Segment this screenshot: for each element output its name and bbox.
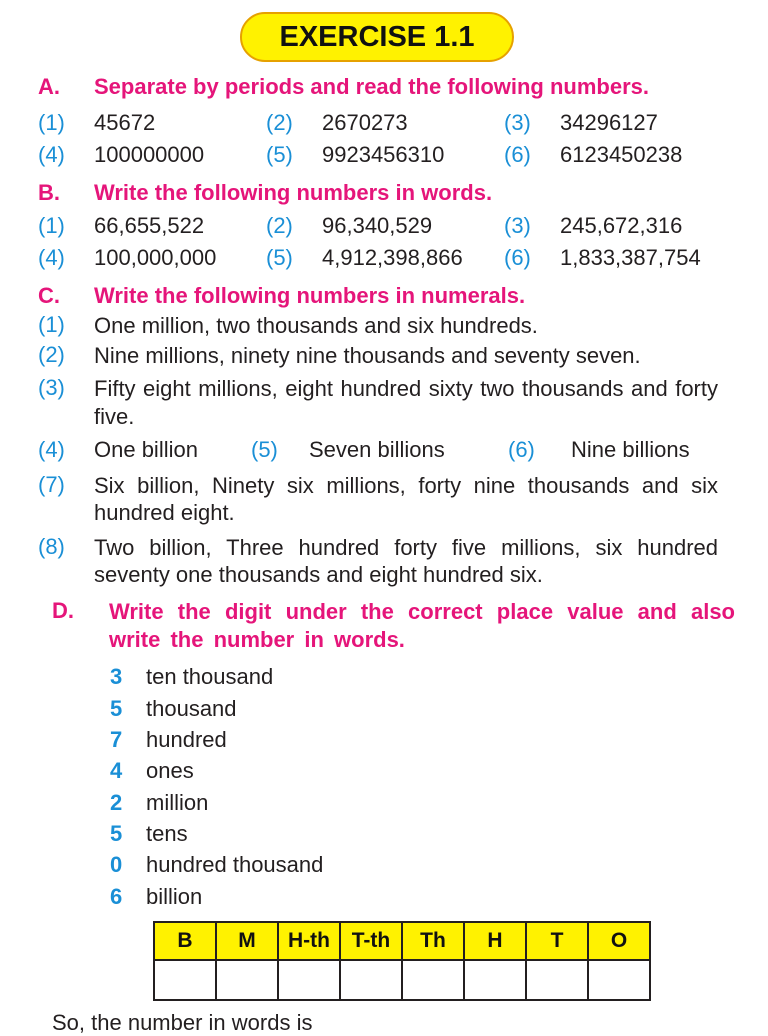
item-number: (5) xyxy=(266,142,293,167)
digit: 3 xyxy=(110,664,123,689)
item-value: 6123450238 xyxy=(560,142,683,167)
header-tens: T xyxy=(526,922,588,960)
section-letter: A. xyxy=(38,74,60,99)
answer-cell[interactable] xyxy=(588,960,650,1000)
item-text: One million, two thousands and six hundreds. xyxy=(94,313,538,338)
digit: 5 xyxy=(110,696,123,721)
item-number: (7) xyxy=(38,472,65,497)
answer-cell[interactable] xyxy=(402,960,464,1000)
header-millions: M xyxy=(216,922,278,960)
item-number: (6) xyxy=(504,142,531,167)
digit: 2 xyxy=(110,790,123,815)
answer-prompt: So, the number in words is xyxy=(52,1010,313,1035)
place-value: hundred thousand xyxy=(146,852,324,877)
item-value: 34296127 xyxy=(560,110,658,135)
answer-cell[interactable] xyxy=(278,960,340,1000)
place-value-table xyxy=(153,921,651,1001)
header-hundreds: H xyxy=(464,922,526,960)
place-value: tens xyxy=(146,821,188,846)
item-number: (5) xyxy=(266,245,293,270)
item-number: (4) xyxy=(38,437,65,462)
exercise-title: EXERCISE 1.1 xyxy=(240,12,514,62)
answer-row xyxy=(154,960,650,1000)
item-value: Seven billions xyxy=(309,437,445,462)
item-number: (4) xyxy=(38,245,65,270)
item-number: (6) xyxy=(504,245,531,270)
section-instruction: Separate by periods and read the following numbers. xyxy=(94,74,649,99)
item-value: 96,340,529 xyxy=(322,213,433,238)
item-text: Two billion, Three hundred forty five millions, six hundred seventy one thousands and eight hundred six. xyxy=(94,535,718,587)
digit: 7 xyxy=(110,727,123,752)
digit: 5 xyxy=(110,821,123,846)
item-number: (5) xyxy=(251,437,278,462)
item-value: 100000000 xyxy=(94,142,205,167)
answer-cell[interactable] xyxy=(464,960,526,1000)
section-letter: C. xyxy=(38,283,60,308)
item-number: (1) xyxy=(38,312,65,337)
place-value: ones xyxy=(146,758,194,783)
place-value: million xyxy=(146,790,209,815)
answer-cell[interactable] xyxy=(216,960,278,1000)
item-number: (8) xyxy=(38,534,65,559)
item-value: 2670273 xyxy=(322,110,408,135)
answer-cell[interactable] xyxy=(154,960,216,1000)
item-value: 66,655,522 xyxy=(94,213,205,238)
place-value: ten thousand xyxy=(146,664,274,689)
item-value: 9923456310 xyxy=(322,142,445,167)
item-number: (3) xyxy=(504,213,531,238)
section-letter: D. xyxy=(52,598,74,623)
answer-cell[interactable] xyxy=(340,960,402,1000)
item-number: (2) xyxy=(38,342,65,367)
item-number: (4) xyxy=(38,142,65,167)
item-number: (3) xyxy=(38,375,65,400)
item-number: (2) xyxy=(266,110,293,135)
item-number: (2) xyxy=(266,213,293,238)
header-thousands: Th xyxy=(402,922,464,960)
item-number: (1) xyxy=(38,110,65,135)
place-value: hundred xyxy=(146,727,227,752)
section-instruction: Write the digit under the correct place value and also write the number in words. xyxy=(109,599,735,652)
item-value: One billion xyxy=(94,437,198,462)
item-number: (3) xyxy=(504,110,531,135)
answer-cell[interactable] xyxy=(526,960,588,1000)
header-billions: B xyxy=(154,922,216,960)
header-ten-thousands: T-th xyxy=(340,922,402,960)
digit: 0 xyxy=(110,852,123,877)
section-letter: B. xyxy=(38,180,60,205)
item-number: (6) xyxy=(508,437,535,462)
digit: 6 xyxy=(110,884,123,909)
place-value: billion xyxy=(146,884,203,909)
section-instruction: Write the following numbers in numerals. xyxy=(94,283,526,308)
item-value: 245,672,316 xyxy=(560,213,683,238)
item-value: 1,833,387,754 xyxy=(560,245,701,270)
header-hundred-thousands: H-th xyxy=(278,922,340,960)
item-text: Nine millions, ninety nine thousands and seventy seven. xyxy=(94,343,641,368)
item-value: 4,912,398,866 xyxy=(322,245,463,270)
item-value: 45672 xyxy=(94,110,156,135)
place-value-header-row xyxy=(154,922,650,960)
item-text: Fifty eight millions, eight hundred sixty two thousands and forty five. xyxy=(94,376,718,429)
place-value: thousand xyxy=(146,696,237,721)
item-text: Six billion, Ninety six millions, forty nine thousands and six hundred eight. xyxy=(94,473,718,525)
digit: 4 xyxy=(110,758,123,783)
section-instruction: Write the following numbers in words. xyxy=(94,180,493,205)
header-ones: O xyxy=(588,922,650,960)
item-value: 100,000,000 xyxy=(94,245,217,270)
item-number: (1) xyxy=(38,213,65,238)
item-value: Nine billions xyxy=(571,437,690,462)
